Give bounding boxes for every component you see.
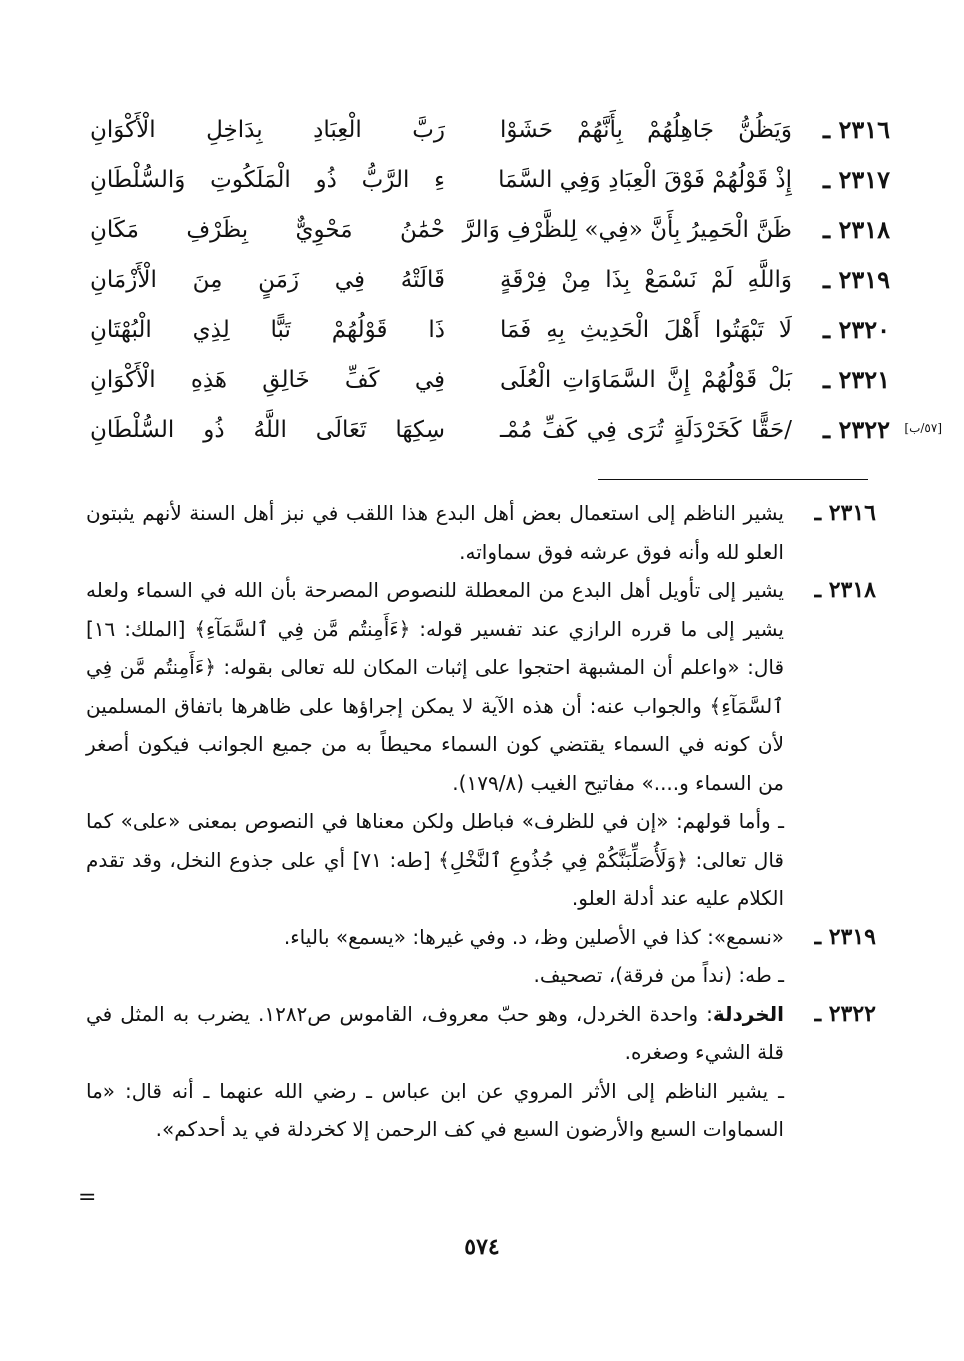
footnote xyxy=(86,995,876,1149)
verse-number: ٢٣٢٠ ـ xyxy=(823,315,890,344)
verse-row xyxy=(80,158,890,208)
verse-first-hemistich: وَاللَّهِ لَمْ نَسْمَعْ بِذَا مِنْ فِرْقَةٍ xyxy=(500,267,792,293)
verse-second-hemistich: حْمَٰنُ مَحْوِيٌّ بِظَرْفِ مَكَانِ xyxy=(90,217,445,243)
verse-first-hemistich: /حَقًّا كَخَرْدَلَةٍ تُرَى فِي كَفِّ مُمْـ xyxy=(500,417,792,443)
footnotes-block xyxy=(86,494,876,1149)
footnote-number: ٢٣١٩ ـ xyxy=(814,923,876,950)
verse-second-hemistich: رَبَّ الْعِبَادِ بِدَاخِلِ الْأَكْوَانِ xyxy=(90,117,445,143)
verse-row xyxy=(80,208,890,258)
page-number: ٥٧٤ xyxy=(464,1234,500,1260)
verse-first-hemistich: لَا تَبْهَتُوا أَهْلَ الْحَدِيثِ بِهِ فَمَا xyxy=(500,317,792,343)
verse-number: ٢٣٢٢ ـ xyxy=(823,415,890,444)
poem-block xyxy=(80,108,942,458)
verse-row xyxy=(80,408,942,458)
manuscript-folio-marker: [٥٧/ب] xyxy=(904,421,942,435)
footnote-text: يشير إلى تأويل أهل البدع من المعطلة للنصوص المصرحة بأن الله في السماء ولعله يشير إلى ما قرره الرازي عند تفسير قوله: ﴿ءَأَمِنتُم مَّن فِي ٱلسَّمَآءِ﴾ [الملك: ١٦] قال: «واعلم أن المشبهة احتجوا على إثبات المكان لله تعالى بقوله: ﴿ءَأَمِنتُم مَّن فِي ٱلسَّمَآءِ﴾ والجواب عنه: أن هذه الآية لا يمكن إجراؤها على ظاهرها باتفاق المسلمين لأن كونه في السماء يقتضي كون السماء محيطاً به من جميع الجوانب فيكون أصغر من السماء و....» مفاتيح الغيب (١٧٩/٨). xyxy=(86,578,784,795)
verse-row xyxy=(80,108,890,158)
verse-first-hemistich: ظَنَّ الْحَمِيرُ بِأَنَّ «فِي» لِلظَّرْفِ وَالرَّ xyxy=(462,217,792,243)
verse-row xyxy=(80,308,890,358)
verse-number: ٢٣١٧ ـ xyxy=(823,165,890,194)
footnote-text: ـ وأما قولهم: «إن في للظرف» فباطل ولكن معناها في النصوص بمعنى «على» كما قال تعالى: ﴿وَلَأُصَلِّبَنَّكُمْ فِي جُذُوعِ ٱلنَّخْلِ﴾ [طه: ٧١] أي على جذوع النخل، وقد تقدم الكلام عليه عند أدلة العلو. xyxy=(86,809,784,910)
verse-first-hemistich: وَيَظُنُّ جَاهِلُهُمْ بِأَنَّهُمْ حَشَوْا xyxy=(500,117,792,143)
verse-number: ٢٣٢١ ـ xyxy=(823,365,890,394)
verse-number: ٢٣١٦ ـ xyxy=(823,115,890,144)
verse-row xyxy=(80,258,890,308)
footnote xyxy=(86,494,876,571)
verse-first-hemistich: بَلْ قَوْلُهُمْ إِنَّ السَّمَاوَاتِ الْعُلَى xyxy=(500,367,792,393)
footnote-text: يشير الناظم إلى استعمال بعض أهل البدع هذا اللقب في نبز أهل السنة لأنهم يثبتون العلو لله وأنه فوق عرشه فوق سماواته. xyxy=(86,501,784,564)
verse-row xyxy=(80,358,890,408)
verse-second-hemistich: سِكِهَا تَعَالَى اللَّهُ ذُو السُّلْطَانِ xyxy=(90,417,445,443)
footnote-separator xyxy=(598,479,868,480)
verse-number: ٢٣١٨ ـ xyxy=(823,215,890,244)
verse-second-hemistich: ءِ الرَّبُّ ذُو الْمَلَكُوتِ وَالسُّلْطَانِ xyxy=(90,167,445,193)
footnote-term: الخردلة xyxy=(712,1001,784,1026)
footnote-text xyxy=(86,995,784,1072)
footnote-number: ٢٣٢٢ ـ xyxy=(814,1000,876,1027)
footnote xyxy=(86,571,876,918)
verse-second-hemistich: فِي كَفِّ خَالِقِ هَذِهِ الْأَكْوَانِ xyxy=(90,367,445,393)
verse-first-hemistich: إِذْ قَوْلُهُمْ فَوْقَ الْعِبَادِ وَفِي السَّمَا xyxy=(498,167,792,193)
footnote-text: ـ يشير الناظم إلى الأثر المروي عن ابن عباس ـ رضي الله عنهما ـ أنه قال: «ما السماوات السبع والأرضون السبع في كف الرحمن إلا كخردلة في يد أحدكم». xyxy=(86,1078,784,1141)
footnote-term-definition: : واحدة الخردل، وهو حبّ معروف، القاموس ص١٢٨٢. يضرب به المثل في قلة الشيء وصغره. xyxy=(86,1001,784,1064)
footnote xyxy=(86,918,876,995)
footnote-number: ٢٣١٨ ـ xyxy=(814,577,876,603)
verse-second-hemistich: ذَا قَوْلُهُمْ تَبًّا لِذِي الْبُهْتَانِ xyxy=(90,317,445,343)
continuation-mark: = xyxy=(78,1185,97,1210)
footnote-number: ٢٣١٦ ـ xyxy=(814,500,876,526)
footnote-text: «نسمع»: كذا في الأصلين وظ، د. وفي غيرها: «يسمع» بالياء. xyxy=(283,924,784,949)
footnote-text: ـ طه: (نداً من فرقة)، تصحيف. xyxy=(533,963,784,987)
verse-number: ٢٣١٩ ـ xyxy=(823,265,890,294)
verse-second-hemistich: قَالَتْهُ فِي زَمَنٍ مِنَ الْأَزْمَانِ xyxy=(90,267,445,293)
